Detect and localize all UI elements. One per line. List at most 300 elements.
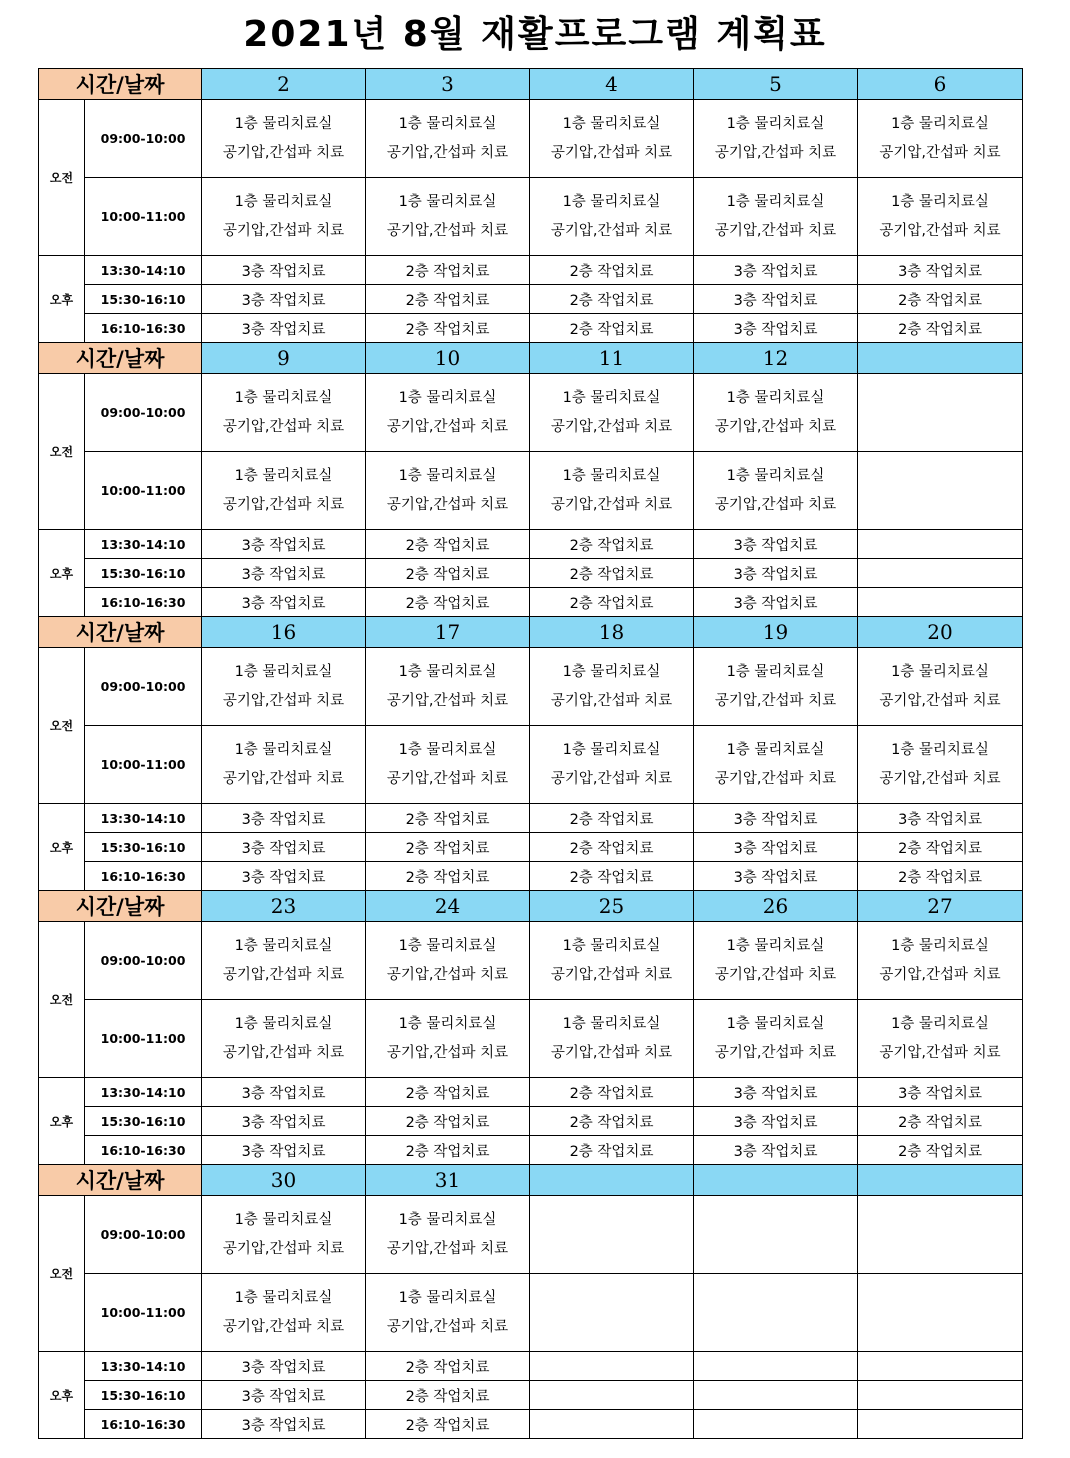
schedule-cell: 3층 작업치료 — [694, 256, 858, 285]
schedule-cell: 2층 작업치료 — [366, 862, 530, 891]
time-slot: 10:00-11:00 — [85, 452, 202, 530]
schedule-cell: 3층 작업치료 — [202, 588, 366, 617]
treatment-text: 공기압,간섭파 치료 — [879, 222, 1001, 239]
schedule-cell — [530, 178, 694, 256]
location-text: 1층 물리치료실 — [891, 937, 989, 954]
period-pm-label: 오후 — [39, 1078, 85, 1165]
schedule-cell — [858, 1381, 1023, 1410]
schedule-cell — [530, 374, 694, 452]
schedule-cell: 3층 작업치료 — [694, 530, 858, 559]
schedule-cell: 2층 작업치료 — [858, 833, 1023, 862]
am-row — [39, 178, 1023, 256]
time-slot: 13:30-14:10 — [85, 1352, 202, 1381]
treatment-text: 공기압,간섭파 치료 — [386, 770, 509, 787]
date-cell: 20 — [858, 617, 1023, 648]
pm-row — [39, 588, 1023, 617]
treatment-text: 공기압,간섭파 치료 — [386, 222, 509, 239]
location-text: 1층 물리치료실 — [234, 937, 333, 954]
schedule-cell — [530, 1410, 694, 1439]
time-date-header: 시간/날짜 — [39, 891, 202, 922]
date-cell — [694, 1165, 858, 1196]
treatment-text: 공기압,간섭파 치료 — [386, 144, 509, 161]
schedule-cell: 3층 작업치료 — [202, 285, 366, 314]
location-text: 1층 물리치료실 — [398, 1211, 497, 1228]
schedule-cell: 2층 작업치료 — [366, 804, 530, 833]
schedule-cell — [858, 374, 1023, 452]
date-cell: 17 — [366, 617, 530, 648]
time-slot: 16:10-16:30 — [85, 1136, 202, 1165]
location-text: 1층 물리치료실 — [398, 663, 497, 680]
date-cell: 26 — [694, 891, 858, 922]
location-text: 1층 물리치료실 — [891, 741, 989, 758]
schedule-cell — [858, 1274, 1023, 1352]
schedule-cell: 2층 작업치료 — [530, 833, 694, 862]
location-text: 1층 물리치료실 — [726, 115, 825, 132]
time-slot: 10:00-11:00 — [85, 1274, 202, 1352]
schedule-cell — [366, 1000, 530, 1078]
schedule-cell — [694, 1410, 858, 1439]
location-text: 1층 물리치료실 — [234, 467, 333, 484]
schedule-cell: 2층 작업치료 — [530, 1078, 694, 1107]
date-cell: 2 — [202, 69, 366, 100]
location-text: 1층 물리치료실 — [234, 741, 333, 758]
location-text: 1층 물리치료실 — [891, 1015, 989, 1032]
location-text: 1층 물리치료실 — [562, 389, 661, 406]
location-text: 1층 물리치료실 — [726, 937, 825, 954]
time-slot: 15:30-16:10 — [85, 559, 202, 588]
schedule-cell: 2층 작업치료 — [366, 256, 530, 285]
time-slot: 13:30-14:10 — [85, 1078, 202, 1107]
date-cell: 3 — [366, 69, 530, 100]
time-slot: 13:30-14:10 — [85, 804, 202, 833]
location-text: 1층 물리치료실 — [398, 741, 497, 758]
treatment-text: 공기압,간섭파 치료 — [714, 966, 837, 983]
pm-row — [39, 1078, 1023, 1107]
time-slot: 15:30-16:10 — [85, 285, 202, 314]
treatment-text: 공기압,간섭파 치료 — [550, 692, 673, 709]
schedule-cell — [858, 588, 1023, 617]
schedule-cell: 2층 작업치료 — [530, 314, 694, 343]
treatment-text: 공기압,간섭파 치료 — [714, 144, 837, 161]
time-slot: 09:00-10:00 — [85, 922, 202, 1000]
week-header-row — [39, 69, 1023, 100]
schedule-cell: 2층 작업치료 — [858, 1107, 1023, 1136]
schedule-cell — [858, 726, 1023, 804]
date-cell: 12 — [694, 343, 858, 374]
location-text: 1층 물리치료실 — [234, 663, 333, 680]
treatment-text: 공기압,간섭파 치료 — [550, 144, 673, 161]
time-slot: 15:30-16:10 — [85, 1107, 202, 1136]
pm-row — [39, 1352, 1023, 1381]
location-text: 1층 물리치료실 — [726, 663, 825, 680]
schedule-cell: 2층 작업치료 — [366, 1107, 530, 1136]
pm-row — [39, 530, 1023, 559]
schedule-cell — [366, 726, 530, 804]
pm-row — [39, 285, 1023, 314]
period-am-label: 오전 — [39, 1196, 85, 1352]
schedule-cell: 2층 작업치료 — [858, 1136, 1023, 1165]
schedule-cell — [530, 648, 694, 726]
treatment-text: 공기압,간섭파 치료 — [222, 1044, 345, 1061]
treatment-text: 공기압,간섭파 치료 — [222, 1240, 345, 1257]
schedule-cell — [858, 1352, 1023, 1381]
time-slot: 09:00-10:00 — [85, 100, 202, 178]
schedule-cell — [694, 100, 858, 178]
schedule-cell — [530, 100, 694, 178]
schedule-cell: 3층 작업치료 — [202, 1352, 366, 1381]
schedule-cell — [366, 178, 530, 256]
date-cell: 18 — [530, 617, 694, 648]
schedule-cell: 2층 작업치료 — [530, 559, 694, 588]
schedule-cell: 2층 작업치료 — [366, 833, 530, 862]
schedule-cell — [858, 1000, 1023, 1078]
location-text: 1층 물리치료실 — [398, 467, 497, 484]
schedule-cell: 3층 작업치료 — [694, 559, 858, 588]
location-text: 1층 물리치료실 — [234, 389, 333, 406]
pm-row — [39, 1107, 1023, 1136]
schedule-cell: 2층 작업치료 — [366, 1410, 530, 1439]
schedule-cell: 2층 작업치료 — [366, 1352, 530, 1381]
location-text: 1층 물리치료실 — [726, 193, 825, 210]
pm-row — [39, 1136, 1023, 1165]
schedule-cell: 2층 작업치료 — [366, 530, 530, 559]
date-cell: 10 — [366, 343, 530, 374]
date-cell — [530, 1165, 694, 1196]
schedule-cell: 3층 작업치료 — [202, 314, 366, 343]
schedule-cell — [530, 1196, 694, 1274]
location-text: 1층 물리치료실 — [234, 1289, 333, 1306]
location-text: 1층 물리치료실 — [891, 115, 989, 132]
date-cell: 6 — [858, 69, 1023, 100]
period-pm-label: 오후 — [39, 1352, 85, 1439]
schedule-cell — [202, 922, 366, 1000]
schedule-cell — [530, 922, 694, 1000]
location-text: 1층 물리치료실 — [726, 1015, 825, 1032]
time-slot: 09:00-10:00 — [85, 1196, 202, 1274]
schedule-cell — [202, 648, 366, 726]
schedule-cell — [202, 374, 366, 452]
week-header-row — [39, 343, 1023, 374]
schedule-cell: 2층 작업치료 — [366, 285, 530, 314]
schedule-cell: 2층 작업치료 — [858, 285, 1023, 314]
schedule-cell: 3층 작업치료 — [694, 804, 858, 833]
date-cell — [858, 343, 1023, 374]
schedule-cell — [366, 648, 530, 726]
schedule-cell: 2층 작업치료 — [530, 588, 694, 617]
schedule-cell: 3층 작업치료 — [694, 314, 858, 343]
treatment-text: 공기압,간섭파 치료 — [879, 1044, 1001, 1061]
period-am-label: 오전 — [39, 374, 85, 530]
date-cell: 24 — [366, 891, 530, 922]
schedule-cell — [694, 452, 858, 530]
time-slot: 09:00-10:00 — [85, 648, 202, 726]
am-row — [39, 1000, 1023, 1078]
schedule-cell — [694, 648, 858, 726]
schedule-cell: 2층 작업치료 — [366, 559, 530, 588]
treatment-text: 공기압,간섭파 치료 — [550, 770, 673, 787]
treatment-text: 공기압,간섭파 치료 — [386, 692, 509, 709]
treatment-text: 공기압,간섭파 치료 — [879, 144, 1001, 161]
treatment-text: 공기압,간섭파 치료 — [550, 1044, 673, 1061]
schedule-cell: 3층 작업치료 — [694, 588, 858, 617]
pm-row — [39, 314, 1023, 343]
time-date-header: 시간/날짜 — [39, 1165, 202, 1196]
date-cell: 31 — [366, 1165, 530, 1196]
location-text: 1층 물리치료실 — [562, 467, 661, 484]
location-text: 1층 물리치료실 — [234, 193, 333, 210]
location-text: 1층 물리치료실 — [398, 1015, 497, 1032]
schedule-cell — [694, 726, 858, 804]
treatment-text: 공기압,간섭파 치료 — [222, 496, 345, 513]
date-cell: 27 — [858, 891, 1023, 922]
schedule-cell — [858, 178, 1023, 256]
date-cell — [858, 1165, 1023, 1196]
date-cell: 25 — [530, 891, 694, 922]
location-text: 1층 물리치료실 — [562, 1015, 661, 1032]
schedule-cell — [694, 1381, 858, 1410]
period-pm-label: 오후 — [39, 256, 85, 343]
schedule-cell: 3층 작업치료 — [858, 1078, 1023, 1107]
date-cell: 9 — [202, 343, 366, 374]
schedule-cell — [202, 452, 366, 530]
schedule-cell: 3층 작업치료 — [858, 256, 1023, 285]
am-row — [39, 1196, 1023, 1274]
treatment-text: 공기압,간섭파 치료 — [714, 1044, 837, 1061]
treatment-text: 공기압,간섭파 치료 — [550, 496, 673, 513]
location-text: 1층 물리치료실 — [562, 193, 661, 210]
schedule-cell — [858, 100, 1023, 178]
schedule-cell: 3층 작업치료 — [202, 1410, 366, 1439]
schedule-cell: 2층 작업치료 — [530, 285, 694, 314]
location-text: 1층 물리치료실 — [562, 663, 661, 680]
schedule-cell — [694, 922, 858, 1000]
schedule-cell: 3층 작업치료 — [202, 804, 366, 833]
date-cell: 23 — [202, 891, 366, 922]
date-cell: 11 — [530, 343, 694, 374]
location-text: 1층 물리치료실 — [562, 937, 661, 954]
treatment-text: 공기압,간섭파 치료 — [879, 966, 1001, 983]
time-slot: 10:00-11:00 — [85, 178, 202, 256]
location-text: 1층 물리치료실 — [891, 663, 989, 680]
schedule-cell — [858, 452, 1023, 530]
schedule-cell — [366, 374, 530, 452]
schedule-cell — [694, 178, 858, 256]
time-date-header: 시간/날짜 — [39, 617, 202, 648]
schedule-cell: 3층 작업치료 — [202, 862, 366, 891]
schedule-cell — [366, 922, 530, 1000]
treatment-text: 공기압,간섭파 치료 — [386, 966, 509, 983]
time-slot: 16:10-16:30 — [85, 862, 202, 891]
schedule-cell: 3층 작업치료 — [694, 285, 858, 314]
treatment-text: 공기압,간섭파 치료 — [386, 496, 509, 513]
schedule-cell — [202, 1196, 366, 1274]
period-am-label: 오전 — [39, 648, 85, 804]
schedule-cell — [694, 1352, 858, 1381]
schedule-cell — [530, 1381, 694, 1410]
schedule-cell — [366, 1196, 530, 1274]
location-text: 1층 물리치료실 — [398, 115, 497, 132]
treatment-text: 공기압,간섭파 치료 — [550, 966, 673, 983]
schedule-cell: 3층 작업치료 — [202, 1136, 366, 1165]
treatment-text: 공기압,간섭파 치료 — [386, 418, 509, 435]
schedule-cell — [202, 100, 366, 178]
schedule-cell: 3층 작업치료 — [202, 1381, 366, 1410]
location-text: 1층 물리치료실 — [398, 193, 497, 210]
location-text: 1층 물리치료실 — [562, 741, 661, 758]
schedule-cell: 3층 작업치료 — [202, 559, 366, 588]
schedule-cell — [858, 1196, 1023, 1274]
treatment-text: 공기압,간섭파 치료 — [879, 770, 1001, 787]
schedule-cell: 2층 작업치료 — [858, 862, 1023, 891]
schedule-cell — [858, 648, 1023, 726]
schedule-cell: 2층 작업치료 — [530, 862, 694, 891]
period-am-label: 오전 — [39, 922, 85, 1078]
time-slot: 10:00-11:00 — [85, 1000, 202, 1078]
treatment-text: 공기압,간섭파 치료 — [550, 222, 673, 239]
schedule-cell — [858, 922, 1023, 1000]
location-text: 1층 물리치료실 — [891, 193, 989, 210]
treatment-text: 공기압,간섭파 치료 — [222, 966, 345, 983]
schedule-cell: 3층 작업치료 — [202, 1078, 366, 1107]
schedule-cell — [202, 178, 366, 256]
treatment-text: 공기압,간섭파 치료 — [222, 418, 345, 435]
time-slot: 16:10-16:30 — [85, 314, 202, 343]
week-header-row — [39, 1165, 1023, 1196]
pm-row — [39, 1410, 1023, 1439]
am-row — [39, 1274, 1023, 1352]
schedule-cell: 3층 작업치료 — [694, 1136, 858, 1165]
treatment-text: 공기압,간섭파 치료 — [714, 770, 837, 787]
time-slot: 09:00-10:00 — [85, 374, 202, 452]
schedule-cell: 3층 작업치료 — [202, 1107, 366, 1136]
schedule-table — [38, 68, 1023, 1439]
schedule-cell: 2층 작업치료 — [530, 256, 694, 285]
schedule-cell: 2층 작업치료 — [366, 314, 530, 343]
treatment-text: 공기압,간섭파 치료 — [879, 692, 1001, 709]
schedule-cell: 2층 작업치료 — [858, 314, 1023, 343]
location-text: 1층 물리치료실 — [562, 115, 661, 132]
pm-row — [39, 1381, 1023, 1410]
treatment-text: 공기압,간섭파 치료 — [222, 1318, 345, 1335]
schedule-cell — [858, 530, 1023, 559]
time-slot: 10:00-11:00 — [85, 726, 202, 804]
am-row — [39, 648, 1023, 726]
schedule-cell: 3층 작업치료 — [202, 530, 366, 559]
date-cell: 30 — [202, 1165, 366, 1196]
schedule-cell — [366, 100, 530, 178]
schedule-cell: 3층 작업치료 — [202, 256, 366, 285]
time-date-header: 시간/날짜 — [39, 69, 202, 100]
pm-row — [39, 256, 1023, 285]
treatment-text: 공기압,간섭파 치료 — [550, 418, 673, 435]
schedule-cell — [694, 374, 858, 452]
date-cell: 5 — [694, 69, 858, 100]
location-text: 1층 물리치료실 — [398, 937, 497, 954]
schedule-cell: 3층 작업치료 — [858, 804, 1023, 833]
schedule-cell: 3층 작업치료 — [202, 833, 366, 862]
schedule-cell: 2층 작업치료 — [366, 588, 530, 617]
schedule-cell: 3층 작업치료 — [694, 833, 858, 862]
time-date-header: 시간/날짜 — [39, 343, 202, 374]
treatment-text: 공기압,간섭파 치료 — [386, 1318, 509, 1335]
time-slot: 15:30-16:10 — [85, 833, 202, 862]
location-text: 1층 물리치료실 — [726, 467, 825, 484]
treatment-text: 공기압,간섭파 치료 — [714, 692, 837, 709]
treatment-text: 공기압,간섭파 치료 — [386, 1044, 509, 1061]
pm-row — [39, 804, 1023, 833]
week-header-row — [39, 891, 1023, 922]
location-text: 1층 물리치료실 — [726, 741, 825, 758]
schedule-cell: 2층 작업치료 — [530, 1136, 694, 1165]
schedule-cell: 3층 작업치료 — [694, 862, 858, 891]
schedule-cell: 3층 작업치료 — [694, 1078, 858, 1107]
location-text: 1층 물리치료실 — [234, 1211, 333, 1228]
schedule-cell: 2층 작업치료 — [366, 1381, 530, 1410]
schedule-cell — [858, 559, 1023, 588]
schedule-cell — [530, 1352, 694, 1381]
location-text: 1층 물리치료실 — [398, 1289, 497, 1306]
schedule-cell — [858, 1410, 1023, 1439]
treatment-text: 공기압,간섭파 치료 — [222, 222, 345, 239]
week-header-row — [39, 617, 1023, 648]
time-slot: 13:30-14:10 — [85, 256, 202, 285]
treatment-text: 공기압,간섭파 치료 — [222, 770, 345, 787]
schedule-cell: 2층 작업치료 — [530, 1107, 694, 1136]
time-slot: 13:30-14:10 — [85, 530, 202, 559]
am-row — [39, 452, 1023, 530]
period-pm-label: 오후 — [39, 530, 85, 617]
schedule-cell — [202, 1000, 366, 1078]
schedule-cell: 3층 작업치료 — [694, 1107, 858, 1136]
time-slot: 16:10-16:30 — [85, 588, 202, 617]
schedule-cell: 2층 작업치료 — [366, 1078, 530, 1107]
location-text: 1층 물리치료실 — [398, 389, 497, 406]
am-row — [39, 922, 1023, 1000]
schedule-cell — [694, 1196, 858, 1274]
schedule-cell — [366, 1274, 530, 1352]
schedule-cell: 2층 작업치료 — [366, 1136, 530, 1165]
am-row — [39, 374, 1023, 452]
treatment-text: 공기압,간섭파 치료 — [714, 222, 837, 239]
date-cell: 19 — [694, 617, 858, 648]
time-slot: 15:30-16:10 — [85, 1381, 202, 1410]
location-text: 1층 물리치료실 — [234, 115, 333, 132]
schedule-cell — [366, 452, 530, 530]
schedule-cell — [530, 1000, 694, 1078]
date-cell: 4 — [530, 69, 694, 100]
treatment-text: 공기압,간섭파 치료 — [714, 418, 837, 435]
date-cell: 16 — [202, 617, 366, 648]
pm-row — [39, 862, 1023, 891]
schedule-cell: 2층 작업치료 — [530, 804, 694, 833]
pm-row — [39, 833, 1023, 862]
treatment-text: 공기압,간섭파 치료 — [386, 1240, 509, 1257]
period-am-label: 오전 — [39, 100, 85, 256]
schedule-cell: 2층 작업치료 — [530, 530, 694, 559]
treatment-text: 공기압,간섭파 치료 — [222, 692, 345, 709]
am-row — [39, 726, 1023, 804]
schedule-cell — [202, 726, 366, 804]
schedule-cell — [694, 1274, 858, 1352]
schedule-cell — [530, 1274, 694, 1352]
schedule-cell — [530, 452, 694, 530]
am-row — [39, 100, 1023, 178]
page-title: 2021년 8월 재활프로그램 계획표 — [243, 14, 827, 55]
location-text: 1층 물리치료실 — [726, 389, 825, 406]
pm-row — [39, 559, 1023, 588]
location-text: 1층 물리치료실 — [234, 1015, 333, 1032]
schedule-cell — [530, 726, 694, 804]
